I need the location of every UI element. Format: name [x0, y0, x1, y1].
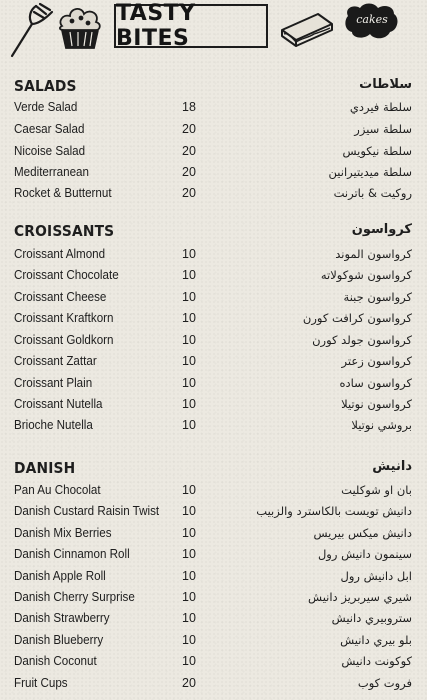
item-name: Rocket & Butternut [14, 186, 112, 200]
item-name-arabic: كرواسون شوكولاته [320, 268, 412, 282]
item-name: Caesar Salad [14, 122, 85, 136]
item-name: Croissant Plain [14, 376, 93, 390]
item-price: 10 [182, 397, 196, 411]
menu-item [0, 144, 427, 165]
item-name: Danish Cherry Surprise [14, 590, 135, 604]
item-name-arabic: كوكونت دانيش [341, 654, 412, 668]
item-price: 10 [182, 654, 196, 668]
item-name-arabic: دانيش تويست بالكاسترد والزبيب [256, 504, 412, 518]
item-name-arabic: فروت كوب [357, 676, 412, 690]
item-price: 10 [182, 504, 196, 518]
item-name-arabic: سلطة ميديتيرانين [328, 165, 412, 179]
menu-item [0, 676, 427, 697]
item-name-arabic: سلطة سيزر [354, 122, 412, 136]
item-price: 10 [182, 311, 196, 325]
item-name-arabic: ستروبيري دانيش [331, 611, 412, 625]
item-price: 20 [182, 165, 196, 179]
item-name: Danish Custard Raisin Twist [14, 504, 160, 518]
menu-item [0, 186, 427, 207]
item-name: Nicoise Salad [14, 144, 86, 158]
section-heading-arabic: سلاطات [359, 77, 412, 92]
section-heading: DANISH [14, 459, 76, 477]
menu-item [0, 354, 427, 375]
menu-item [0, 483, 427, 504]
item-price: 10 [182, 290, 196, 304]
menu-item [0, 654, 427, 675]
item-price: 20 [182, 676, 196, 690]
item-price: 10 [182, 611, 196, 625]
item-price: 10 [182, 483, 196, 497]
item-name: Mediterranean [14, 165, 89, 179]
item-price: 20 [182, 186, 196, 200]
item-name: Danish Apple Roll [14, 569, 106, 583]
item-name: Brioche Nutella [14, 418, 93, 432]
menu-item [0, 122, 427, 143]
item-name-arabic: روكيت & باترنت [333, 186, 412, 200]
item-name-arabic: بلو بيري دانيش [340, 633, 412, 647]
item-price: 18 [182, 100, 196, 114]
item-name: Danish Blueberry [14, 633, 104, 647]
item-name-arabic: شيري سيربريز دانيش [308, 590, 412, 604]
item-price: 10 [182, 569, 196, 583]
item-price: 10 [182, 418, 196, 432]
menu-item [0, 547, 427, 568]
menu-item [0, 418, 427, 439]
menu-item [0, 633, 427, 654]
item-name: Danish Coconut [14, 654, 97, 668]
menu-item [0, 397, 427, 418]
menu-item [0, 311, 427, 332]
fork-icon [6, 2, 56, 60]
item-name-arabic: كرواسون ساده [339, 376, 412, 390]
item-name: Danish Cinnamon Roll [14, 547, 130, 561]
menu-item [0, 165, 427, 186]
section-heading: CROISSANTS [14, 222, 115, 240]
item-name-arabic: ابل دانيش رول [340, 569, 412, 583]
menu-item [0, 376, 427, 397]
item-name-arabic: سلطة فيردي [349, 100, 412, 114]
section-heading-arabic: دانيش [372, 459, 412, 474]
item-price: 10 [182, 547, 196, 561]
item-name: Croissant Kraftkorn [14, 311, 114, 325]
item-name-arabic: كرواسون زعتر [341, 354, 412, 368]
menu-header [0, 0, 427, 62]
item-name: Danish Mix Berries [14, 526, 112, 540]
item-price: 20 [182, 144, 196, 158]
item-name: Fruit Cups [14, 676, 68, 690]
item-name-arabic: بان او شوكليت [341, 483, 412, 497]
item-name: Pan Au Chocolat [14, 483, 101, 497]
item-name-arabic: كرواسون نوتيلا [341, 397, 412, 411]
menu-item [0, 611, 427, 632]
item-name: Croissant Chocolate [14, 268, 119, 282]
cupcake-icon [54, 2, 106, 52]
item-price: 10 [182, 247, 196, 261]
cakes-label: cakes [356, 13, 388, 26]
item-price: 10 [182, 633, 196, 647]
menu-item [0, 247, 427, 268]
item-price: 10 [182, 376, 196, 390]
item-name-arabic: دانيش ميكس بيريس [313, 526, 412, 540]
item-price: 10 [182, 333, 196, 347]
section-heading: SALADS [14, 77, 77, 95]
sandwich-icon [278, 8, 336, 48]
item-name: Verde Salad [14, 100, 78, 114]
menu-item [0, 590, 427, 611]
item-name-arabic: كرواسون جبنة [343, 290, 412, 304]
menu-item [0, 569, 427, 590]
item-name-arabic: سلطة نيكويس [342, 144, 412, 158]
item-price: 20 [182, 122, 196, 136]
item-name-arabic: سينمون دانيش رول [317, 547, 412, 561]
item-price: 10 [182, 526, 196, 540]
item-name: Danish Strawberry [14, 611, 110, 625]
item-name: Croissant Nutella [14, 397, 103, 411]
item-name: Croissant Cheese [14, 290, 107, 304]
menu-item [0, 333, 427, 354]
section-heading-arabic: كرواسون [351, 222, 412, 237]
menu-item [0, 290, 427, 311]
item-name: Croissant Almond [14, 247, 106, 261]
menu-item [0, 504, 427, 525]
menu-item [0, 100, 427, 121]
item-name-arabic: كرواسون الموند [335, 247, 412, 261]
restaurant-title: TASTY BITES [114, 4, 268, 48]
menu-item [0, 268, 427, 289]
item-name: Croissant Zattar [14, 354, 97, 368]
item-name-arabic: كرواسون جولد كورن [312, 333, 412, 347]
item-price: 10 [182, 268, 196, 282]
item-name-arabic: كرواسون كرافت كورن [302, 311, 412, 325]
item-name-arabic: بروشي نوتيلا [351, 418, 412, 432]
item-price: 10 [182, 590, 196, 604]
item-price: 10 [182, 354, 196, 368]
item-name: Croissant Goldkorn [14, 333, 114, 347]
menu-item [0, 526, 427, 547]
